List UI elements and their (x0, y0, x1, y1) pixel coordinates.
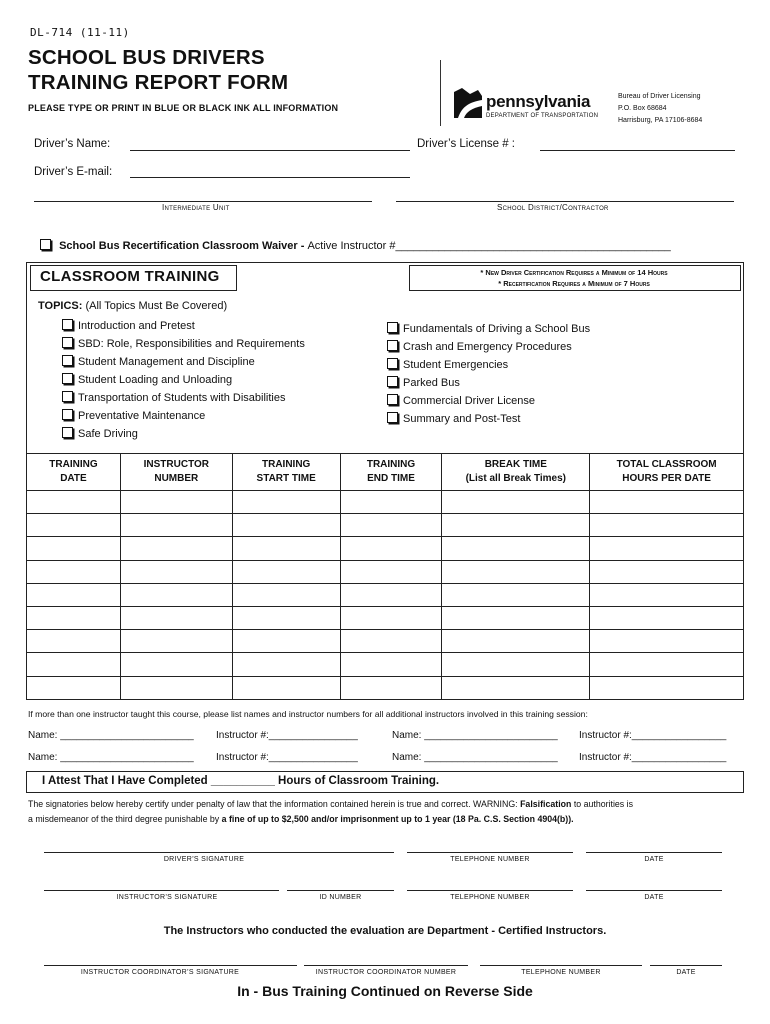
header-divider (440, 60, 441, 126)
instructor-name-field[interactable]: Name: ________________________ (392, 730, 558, 741)
table-cell[interactable] (27, 491, 121, 514)
topic-item: Student Management and Discipline (62, 353, 305, 371)
drivers-license-field[interactable] (540, 150, 735, 151)
topic-item: Introduction and Pretest (62, 317, 305, 335)
table-cell[interactable] (120, 583, 232, 606)
topic-item: Student Loading and Unloading (62, 371, 305, 389)
col-break-time: BREAK TIME (List all Break Times) (442, 454, 590, 491)
waiver-checkbox[interactable] (40, 239, 51, 250)
table-cell[interactable] (590, 514, 744, 537)
table-cell[interactable] (232, 560, 340, 583)
topic-item: Commercial Driver License (387, 392, 590, 410)
table-cell[interactable] (232, 653, 340, 676)
topic-item: Transportation of Students with Disabilities (62, 389, 305, 407)
drivers-license-label: Driver’s License # : (417, 138, 516, 150)
driver-date-field[interactable] (586, 852, 722, 853)
topic-item: SBD: Role, Responsibilities and Requirements (62, 335, 305, 353)
table-cell[interactable] (590, 676, 744, 699)
bureau-address: Bureau of Driver Licensing P.O. Box 68684 Harrisburg, PA 17106-8684 (618, 93, 703, 124)
table-cell[interactable] (232, 606, 340, 629)
instructors-signature-field[interactable] (44, 890, 279, 891)
reverse-side-footer: In - Bus Training Continued on Reverse Side (237, 983, 533, 999)
table-row (27, 653, 744, 676)
training-table (26, 453, 744, 700)
table-cell[interactable] (442, 514, 590, 537)
certification-text: The signatories below hereby certify under penalty of law that the information contained herein is true and correct. WARNING: Falsification to authorities is a misdemeanor of the third degree punishable by a fine of up to $2,500 and/or imprisonment up to 1 year (18 Pa. C.S. Section 4904(b)). (28, 799, 633, 824)
hours-notes: * New Driver Certification Requires a Minimum of 14 Hours * Recertification Requires a Minimum of 7 Hours (480, 268, 668, 288)
classroom-heading: CLASSROOM TRAINING (40, 268, 220, 285)
topic-item: Student Emergencies (387, 356, 590, 374)
intermediate-unit-field[interactable] (34, 201, 372, 202)
instructor-name-field[interactable]: Name: ________________________ (28, 752, 194, 763)
id-number-label: ID NUMBER (319, 894, 362, 901)
topics-right-list (387, 320, 590, 428)
additional-instructors-note: If more than one instructor taught this course, please list names and instructor numbers for all additional instructors involved in this training session: (28, 709, 588, 719)
topic-item: Fundamentals of Driving a School Bus (387, 320, 590, 338)
col-start-time: TRAINING START TIME (232, 454, 340, 491)
date-label: DATE (644, 856, 664, 863)
form-title: SCHOOL BUS DRIVERS TRAINING REPORT FORM (28, 46, 289, 94)
instructor-name-field[interactable]: Name: ________________________ (28, 730, 194, 741)
table-row (27, 491, 744, 514)
drivers-signature-field[interactable] (44, 852, 394, 853)
instructor-number-field[interactable]: Instructor #:_________________ (579, 752, 727, 763)
table-cell[interactable] (442, 491, 590, 514)
table-cell[interactable] (232, 630, 340, 653)
topic-checkbox[interactable] (62, 391, 73, 402)
drivers-name-label: Driver’s Name: (34, 138, 111, 150)
table-cell[interactable] (590, 606, 744, 629)
table-cell[interactable] (27, 653, 121, 676)
topic-checkbox[interactable] (62, 337, 73, 348)
instructor-number-field[interactable]: Instructor #:________________ (216, 752, 358, 763)
table-cell[interactable] (232, 491, 340, 514)
table-cell[interactable] (120, 676, 232, 699)
instructors-signature-label: INSTRUCTOR’S SIGNATURE (116, 894, 218, 901)
table-row (27, 514, 744, 537)
table-cell[interactable] (120, 514, 232, 537)
table-header-row (27, 454, 744, 491)
topic-checkbox[interactable] (62, 373, 73, 384)
col-end-time: TRAINING END TIME (340, 454, 442, 491)
ink-instruction: PLEASE TYPE OR PRINT IN BLUE OR BLACK INK ALL INFORMATION (28, 103, 339, 113)
table-row (27, 630, 744, 653)
coordinator-signature-field[interactable] (44, 965, 297, 966)
table-row (27, 676, 744, 699)
table-cell[interactable] (442, 676, 590, 699)
instructor-date-field[interactable] (586, 890, 722, 891)
table-cell[interactable] (232, 537, 340, 560)
attest-statement: I Attest That I Have Completed __________ Hours of Classroom Training. (42, 775, 440, 787)
table-cell[interactable] (27, 537, 121, 560)
date-label: DATE (676, 969, 696, 976)
drivers-name-field[interactable] (130, 150, 410, 151)
logo-department: DEPARTMENT OF TRANSPORTATION (486, 113, 599, 119)
table-cell[interactable] (340, 491, 442, 514)
intermediate-unit-label: Intermediate Unit (162, 203, 230, 212)
table-cell[interactable] (590, 537, 744, 560)
topic-item: Crash and Emergency Procedures (387, 338, 590, 356)
table-cell[interactable] (442, 653, 590, 676)
table-cell[interactable] (442, 606, 590, 629)
topic-checkbox[interactable] (387, 376, 398, 387)
table-row (27, 583, 744, 606)
table-cell[interactable] (27, 676, 121, 699)
topic-checkbox[interactable] (62, 319, 73, 330)
table-cell[interactable] (340, 514, 442, 537)
logo-wordmark: pennsylvania (486, 92, 591, 111)
table-cell[interactable] (442, 560, 590, 583)
table-cell[interactable] (27, 606, 121, 629)
table-body (27, 491, 744, 700)
table-row (27, 560, 744, 583)
drivers-email-label: Driver’s E-mail: (34, 166, 113, 178)
table-cell[interactable] (442, 583, 590, 606)
telephone-label: TELEPHONE NUMBER (450, 856, 530, 863)
topic-checkbox[interactable] (62, 409, 73, 420)
topic-checkbox[interactable] (387, 394, 398, 405)
topic-checkbox[interactable] (387, 358, 398, 369)
table-cell[interactable] (590, 491, 744, 514)
certified-instructors-note: The Instructors who conducted the evaluation are Department - Certified Instructors. (163, 925, 607, 937)
table-cell[interactable] (442, 630, 590, 653)
topic-checkbox[interactable] (62, 427, 73, 438)
school-district-field[interactable] (396, 201, 734, 202)
instructor-telephone-field[interactable] (407, 890, 573, 891)
table-cell[interactable] (590, 583, 744, 606)
coordinator-signature-label: INSTRUCTOR COORDINATOR’S SIGNATURE (80, 969, 240, 976)
table-cell[interactable] (590, 653, 744, 676)
table-cell[interactable] (120, 653, 232, 676)
table-cell[interactable] (232, 583, 340, 606)
topic-checkbox[interactable] (387, 322, 398, 333)
driver-telephone-field[interactable] (407, 852, 573, 853)
topic-item: Preventative Maintenance (62, 407, 305, 425)
coordinator-telephone-field[interactable] (480, 965, 642, 966)
coordinator-date-field[interactable] (650, 965, 722, 966)
table-cell[interactable] (590, 560, 744, 583)
date-label: DATE (644, 894, 664, 901)
table-row (27, 606, 744, 629)
table-cell[interactable] (340, 676, 442, 699)
col-instructor-number: INSTRUCTOR NUMBER (120, 454, 232, 491)
table-cell[interactable] (232, 514, 340, 537)
table-cell[interactable] (442, 537, 590, 560)
table-cell[interactable] (340, 560, 442, 583)
col-training-date: TRAINING DATE (27, 454, 121, 491)
topic-item: Parked Bus (387, 374, 590, 392)
table-cell[interactable] (340, 583, 442, 606)
instructor-number-field[interactable]: Instructor #:_________________ (579, 730, 727, 741)
instructor-number-field[interactable]: Instructor #:________________ (216, 730, 358, 741)
table-cell[interactable] (27, 630, 121, 653)
telephone-label: TELEPHONE NUMBER (450, 894, 530, 901)
table-cell[interactable] (232, 676, 340, 699)
topic-checkbox[interactable] (387, 412, 398, 423)
table-cell[interactable] (120, 560, 232, 583)
table-cell[interactable] (340, 537, 442, 560)
table-cell[interactable] (340, 606, 442, 629)
instructor-id-field[interactable] (287, 890, 394, 891)
coordinator-number-field[interactable] (304, 965, 468, 966)
table-cell[interactable] (120, 537, 232, 560)
table-cell[interactable] (27, 583, 121, 606)
instructor-name-field[interactable]: Name: ________________________ (392, 752, 558, 763)
table-cell[interactable] (27, 514, 121, 537)
school-district-label: School District/Contractor (497, 203, 609, 212)
topic-item: Summary and Post-Test (387, 410, 590, 428)
topic-checkbox[interactable] (62, 355, 73, 366)
topics-left-list (62, 317, 305, 443)
topic-item: Safe Driving (62, 425, 305, 443)
table-cell[interactable] (590, 630, 744, 653)
table-cell[interactable] (340, 630, 442, 653)
topics-header: TOPICS: (All Topics Must Be Covered) (38, 300, 228, 312)
coordinator-number-label: INSTRUCTOR COORDINATOR NUMBER (315, 969, 457, 976)
topic-checkbox[interactable] (387, 340, 398, 351)
table-cell[interactable] (27, 560, 121, 583)
table-cell[interactable] (120, 491, 232, 514)
table-cell[interactable] (120, 606, 232, 629)
table-row (27, 537, 744, 560)
waiver-row: School Bus Recertification Classroom Waiver - Active Instructor #_____________________________________________ (40, 239, 671, 252)
telephone-label: TELEPHONE NUMBER (521, 969, 601, 976)
form-number: DL-714 (11-11) (30, 26, 130, 39)
table-cell[interactable] (340, 653, 442, 676)
table-cell[interactable] (120, 630, 232, 653)
drivers-email-field[interactable] (130, 177, 410, 178)
col-total-hours: TOTAL CLASSROOM HOURS PER DATE (590, 454, 744, 491)
drivers-signature-label: DRIVER’S SIGNATURE (163, 856, 245, 863)
